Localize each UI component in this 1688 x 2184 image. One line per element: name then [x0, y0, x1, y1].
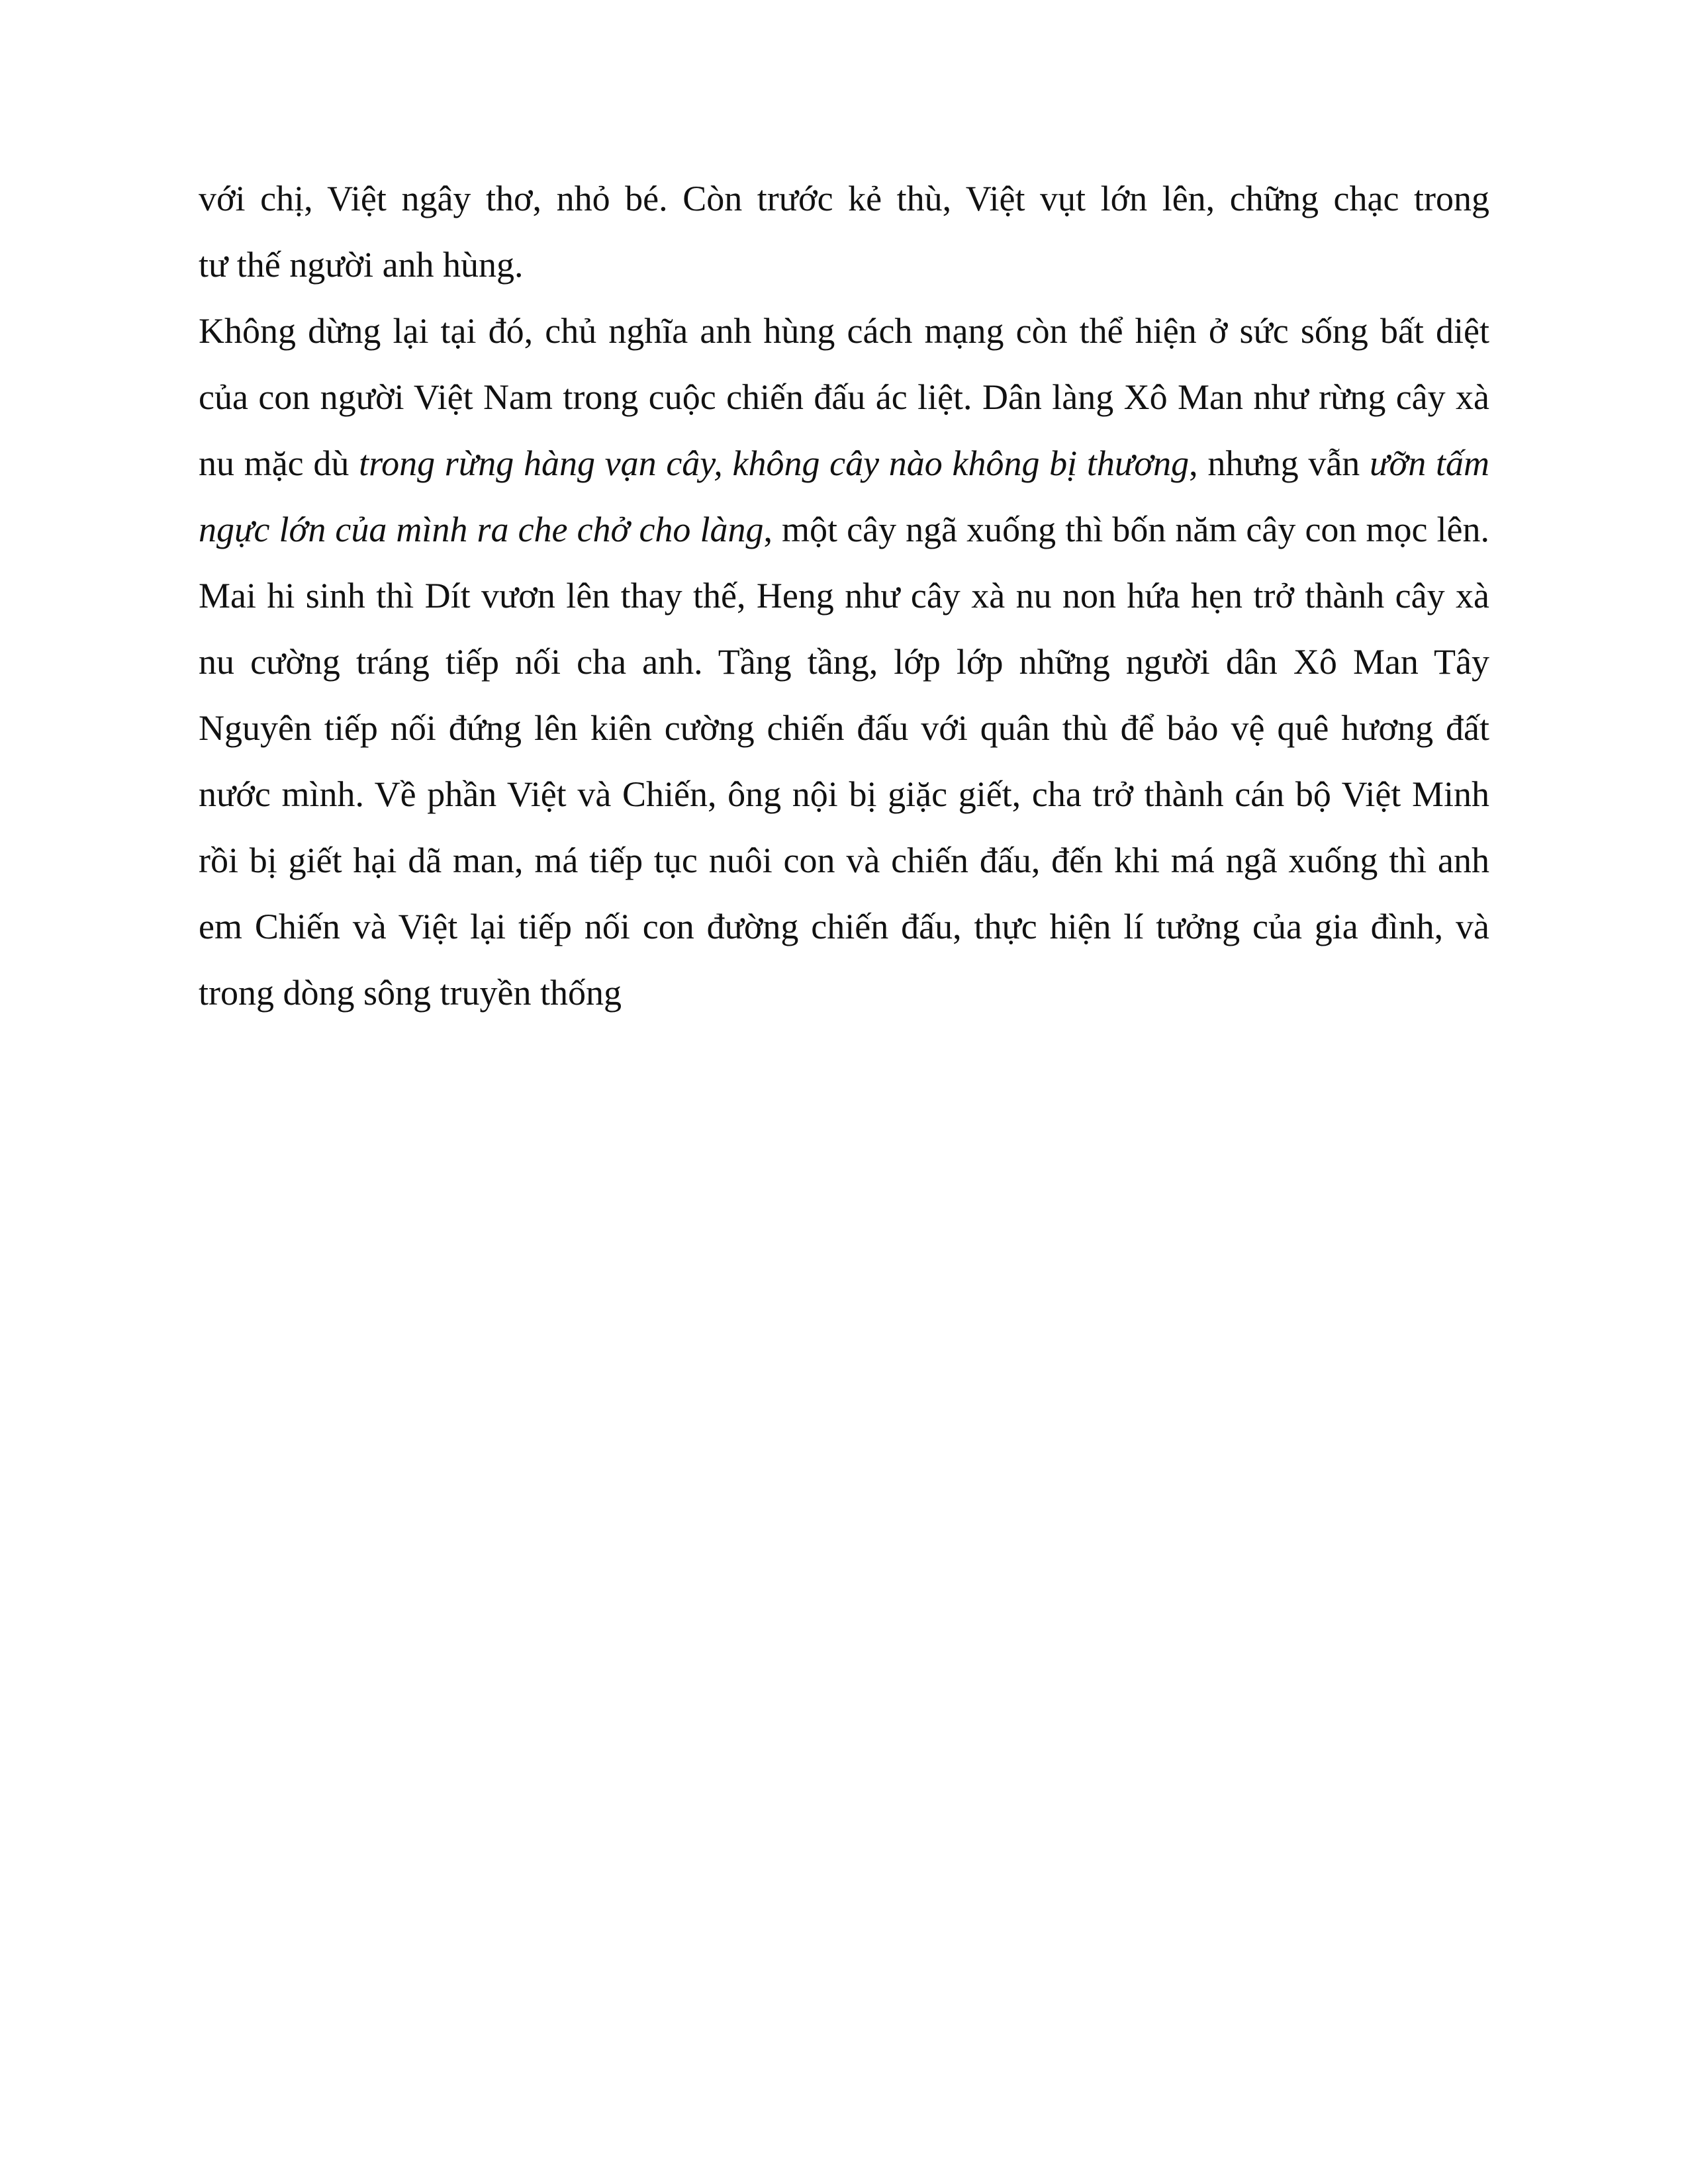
paragraph-2-italic-quote-1: trong rừng hàng vạn cây, không cây nào không bị thương	[359, 443, 1190, 483]
body-text	[199, 165, 1489, 1026]
paragraph-1-line-1: với chị, Việt ngây thơ, nhỏ bé. Còn trước kẻ thù, Việt vụt lớn lên, chững chạc trong	[199, 179, 1489, 218]
paragraph-2-text: Không dừng lại tại đó, chủ nghĩa anh hùng cách mạng còn thể hiện ở sức sống bất diệt của con người Việt Nam trong cuộc chiến đấu ác liệt. Dân làng Xô Man như rừng cây xà nu mặc dù	[199, 311, 1489, 483]
paragraph-1	[199, 165, 1489, 298]
paragraph-2-italic-quote-2: ưỡn tấm ngực lớn của mình ra che chở cho làng	[199, 443, 1489, 549]
paragraph-1-line-2: tư thế người anh hùng.	[199, 245, 524, 285]
paragraph-2-text: , một cây ngã xuống thì bốn năm cây con mọc lên. Mai hi sinh thì Dít vươn lên thay thế, Heng như cây xà nu non hứa hẹn trở thành cây xà nu cường tráng tiếp nối cha anh. Tầng tầng, lớp lớp những người dân Xô Man Tây Nguyên tiếp nối đứng lên kiên cường chiến đấu với quân thù để bảo vệ quê hương đất nước mình. Về phần Việt và Chiến, ông nội bị giặc giết, cha trở thành cán bộ Việt Minh rồi bị giết hại dã man, má tiếp tục nuôi con và chiến đấu, đến khi má ngã xuống thì anh em Chiến và Việt lại tiếp nối con đường chiến đấu, thực hiện lí tưởng của gia đình, và trong dòng sông truyền thống	[199, 510, 1489, 1013]
paragraph-2-text: , nhưng vẫn	[1189, 443, 1370, 483]
paragraph-2	[199, 298, 1489, 1026]
